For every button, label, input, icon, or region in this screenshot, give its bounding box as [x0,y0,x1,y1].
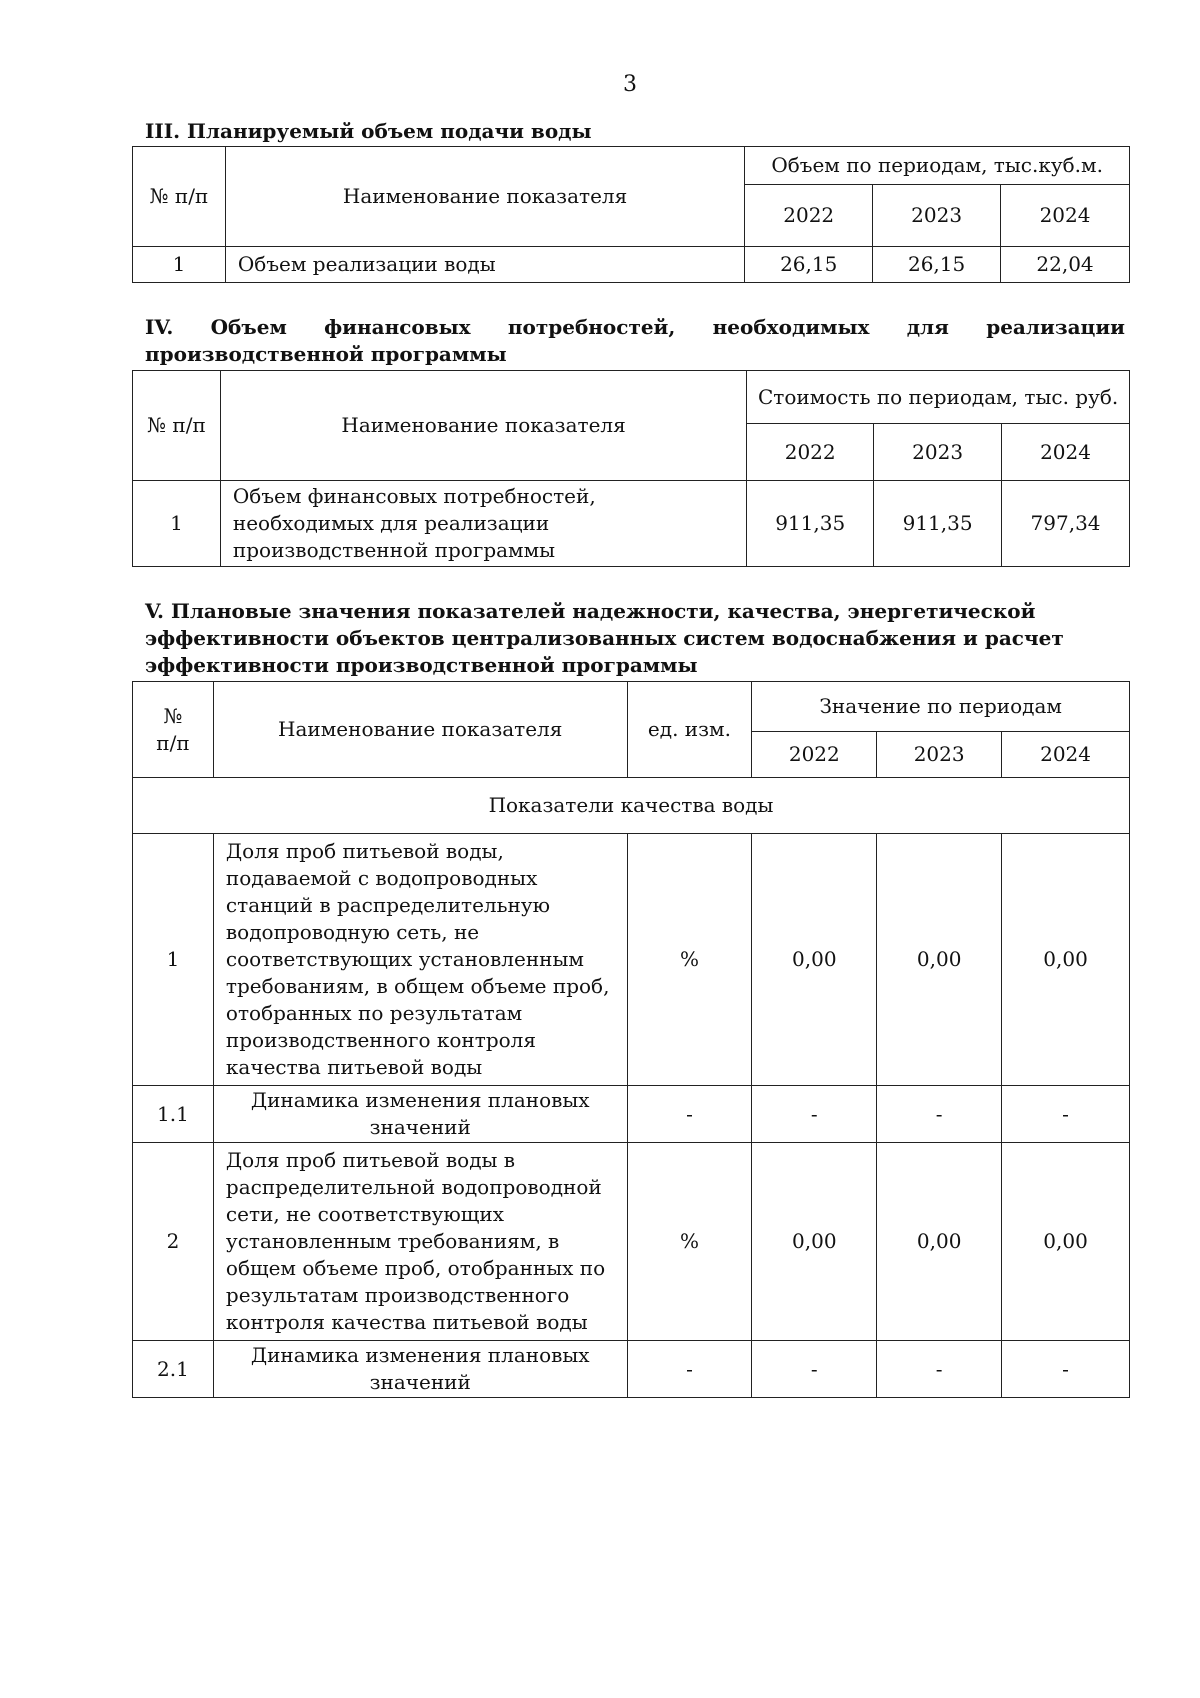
row-name-line: сети, не соответствующих [225,1202,505,1226]
table-row [133,1143,1130,1341]
subheader-water-quality: Показатели качества воды [133,778,1130,834]
column-header-name: Наименование показателя [220,371,746,481]
table-row [133,1341,1130,1398]
row-name-line: качества питьевой воды [225,1055,483,1079]
column-header-number-line: п/п [156,730,190,755]
row-name-line: станций в распределительную [225,893,551,917]
row-number: 1.1 [133,1086,214,1143]
row-name-line: результатам производственного [225,1283,570,1307]
row-name-line: производственной программы [232,538,556,562]
row-name-line: необходимых для реализации [232,511,550,535]
row-unit: - [627,1341,752,1398]
column-header-unit: ед. изм. [627,682,752,778]
row-value: 0,00 [752,1143,877,1341]
row-value: - [1002,1086,1130,1143]
row-value: 0,00 [752,834,877,1086]
column-header-year: 2023 [877,732,1002,778]
row-name [213,834,627,1086]
row-value: - [877,1086,1002,1143]
row-name-line: Объем финансовых потребностей, [232,484,596,508]
column-header-periods: Объем по периодам, тыс.куб.м. [745,147,1130,185]
row-name-line: значений [369,1370,471,1394]
row-value: - [752,1086,877,1143]
row-value: 0,00 [1002,1143,1130,1341]
row-name-line: Динамика изменения плановых [250,1088,590,1112]
row-name-line: подаваемой с водопроводных [225,866,538,890]
section-3-title: III. Планируемый объем подачи воды [145,119,592,143]
section-5-title-line: эффективности объектов централизованных систем водоснабжения и расчет [145,626,1064,650]
row-name: Объем реализации воды [225,247,744,283]
row-value: 797,34 [1002,481,1130,567]
column-header-year: 2023 [874,424,1002,481]
row-name-line: требованиям, в общем объеме проб, [225,974,610,998]
row-number: 1 [133,481,221,567]
row-name [213,1341,627,1398]
column-header-number: № п/п [133,147,226,247]
column-header-year: 2023 [873,185,1001,247]
row-unit: - [627,1086,752,1143]
column-header-name: Наименование показателя [225,147,744,247]
section-4-title: IV. Объем финансовых потребностей, необходимых для реализации производственной программы [145,315,1125,366]
column-header-periods: Стоимость по периодам, тыс. руб. [747,371,1130,424]
column-header-year: 2024 [1002,424,1130,481]
row-name-line: Доля проб питьевой воды в [225,1148,516,1172]
indicators-table [132,681,1130,1398]
row-number: 1 [133,834,214,1086]
row-name [220,481,746,567]
row-unit: % [627,834,752,1086]
row-value: 22,04 [1001,247,1130,283]
row-name-line: водопроводную сеть, не [225,920,480,944]
water-supply-table [132,146,1130,283]
row-name-line: производственного контроля [225,1028,536,1052]
table-row [133,481,1130,567]
row-name-line: отобранных по результатам [225,1001,523,1025]
section-5-title-line: эффективности производственной программы [145,653,698,677]
row-value: - [877,1341,1002,1398]
row-value: 0,00 [877,834,1002,1086]
column-header-number [133,682,214,778]
column-header-year: 2022 [745,185,873,247]
column-header-year: 2022 [747,424,874,481]
row-value: 911,35 [747,481,874,567]
section-5-title-line: V. Плановые значения показателей надежности, качества, энергетической [145,599,1036,623]
row-name-line: соответствующих установленным [225,947,584,971]
financial-needs-table [132,370,1130,567]
column-header-year: 2024 [1001,185,1130,247]
row-unit: % [627,1143,752,1341]
row-name [213,1143,627,1341]
row-value: 0,00 [877,1143,1002,1341]
row-name-line: распределительной водопроводной [225,1175,602,1199]
column-header-number-line: № [163,703,183,728]
row-name-line: значений [369,1115,471,1139]
row-value: 0,00 [1002,834,1130,1086]
row-name-line: установленным требованиям, в [225,1229,560,1253]
row-number: 2 [133,1143,214,1341]
column-header-periods: Значение по периодам [752,682,1130,732]
column-header-year: 2024 [1002,732,1130,778]
row-number: 1 [133,247,226,283]
column-header-year: 2022 [752,732,877,778]
column-header-name: Наименование показателя [213,682,627,778]
row-value: 26,15 [873,247,1001,283]
page-number: 3 [623,72,637,97]
section-5-title [145,598,1125,679]
row-name-line: общем объеме проб, отобранных по [225,1256,606,1280]
table-row [133,247,1130,283]
row-name-line: контроля качества питьевой воды [225,1310,588,1334]
row-name [213,1086,627,1143]
row-value: 26,15 [745,247,873,283]
table-row [133,834,1130,1086]
row-name-line: Доля проб питьевой воды, [225,839,504,863]
row-value: - [752,1341,877,1398]
row-value: 911,35 [874,481,1002,567]
table-row [133,1086,1130,1143]
row-number: 2.1 [133,1341,214,1398]
row-value: - [1002,1341,1130,1398]
row-name-line: Динамика изменения плановых [250,1343,590,1367]
column-header-number: № п/п [133,371,221,481]
